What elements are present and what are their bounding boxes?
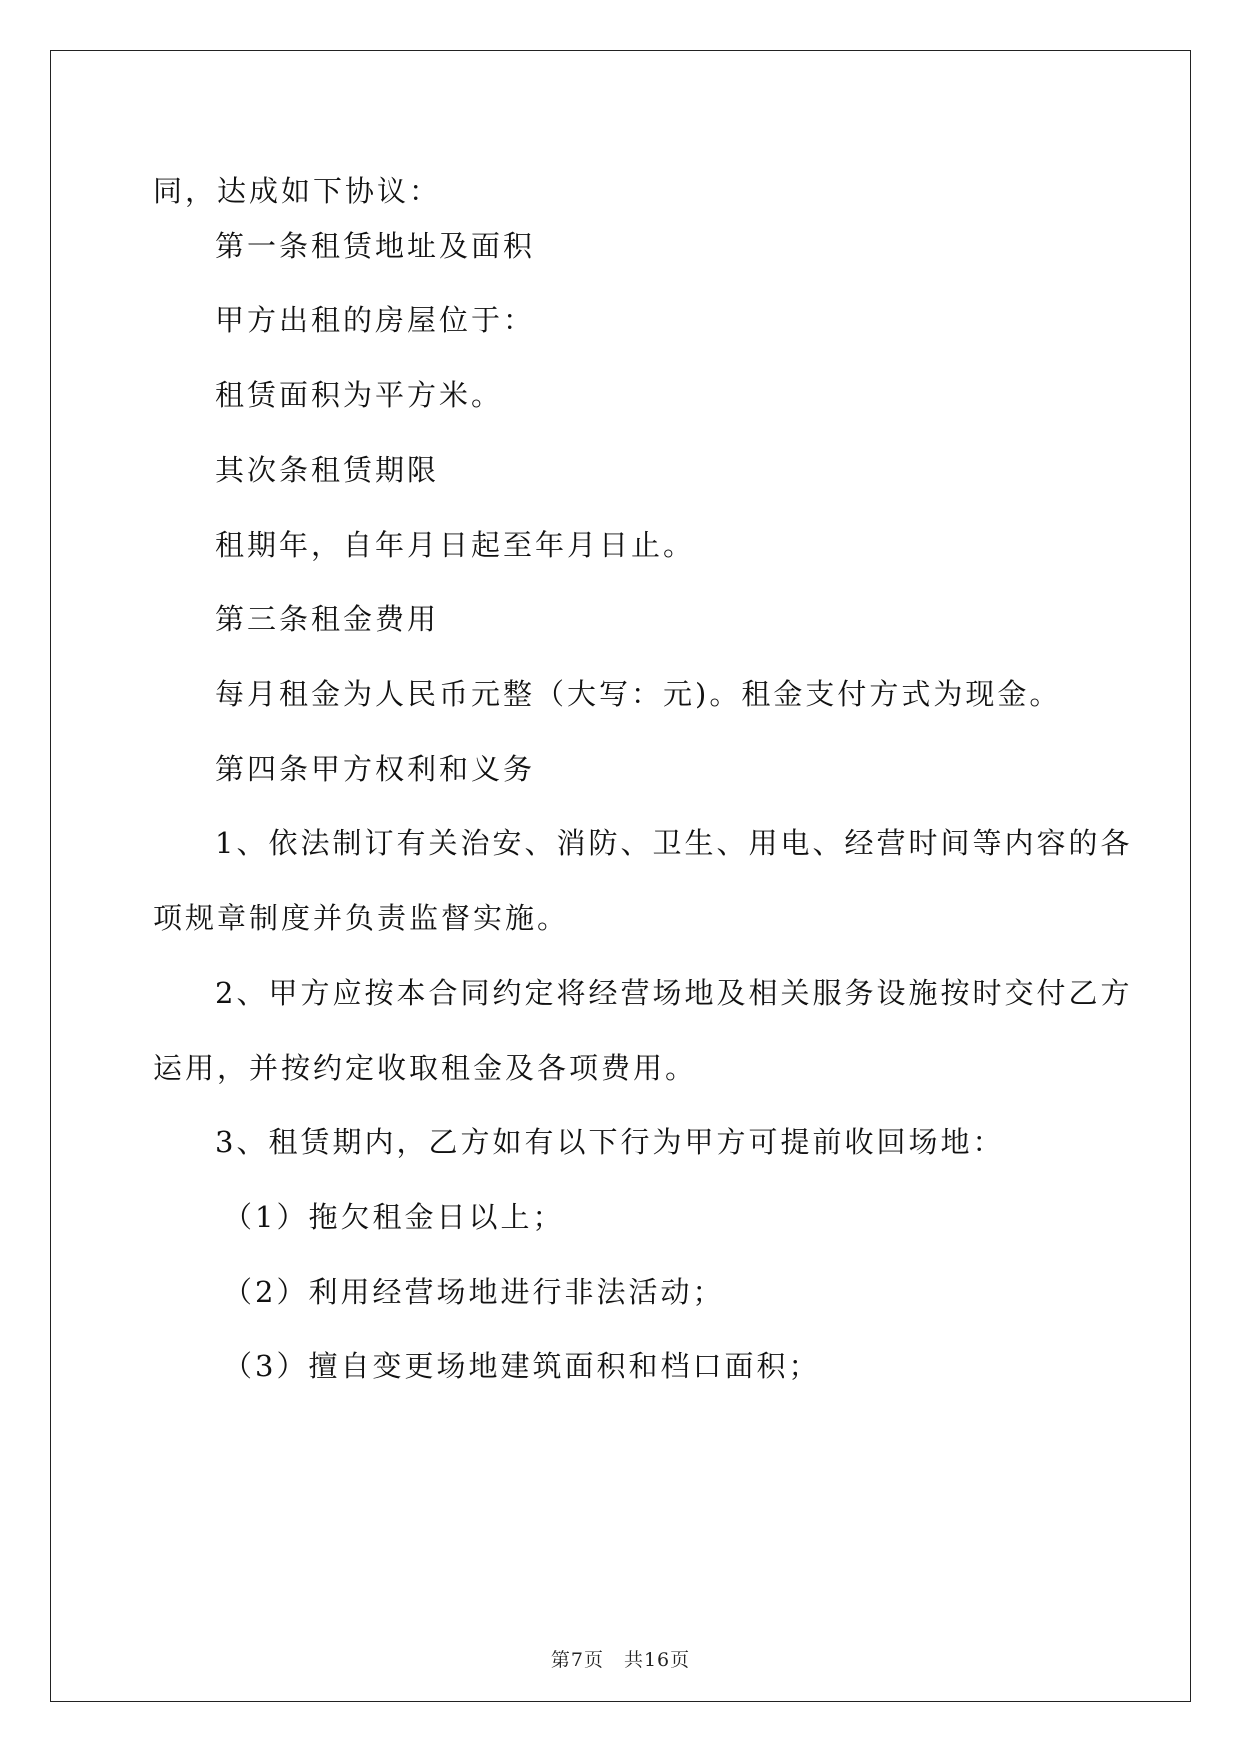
section-heading: 其次条租赁期限 (215, 453, 440, 487)
section-heading: 第三条租金费用 (215, 602, 440, 636)
list-item: （3）擅自变更场地建筑面积和档口面积； (223, 1349, 821, 1383)
paragraph-line: 每月租金为人民币元整（大写：元)。租金支付方式为现金。 (215, 677, 1062, 711)
paragraph-line: 同，达成如下协议： (153, 174, 442, 208)
section-heading: 第四条甲方权利和义务 (215, 752, 536, 786)
list-item: （1）拖欠租金日以上； (223, 1200, 565, 1234)
paragraph-line: 1、依法制订有关治安、消防、卫生、用电、经营时间等内容的各 (215, 826, 1133, 860)
page-border (50, 50, 1191, 1702)
paragraph-line: 甲方出租的房屋位于： (215, 303, 536, 337)
paragraph-line: 2、甲方应按本合同约定将经营场地及相关服务设施按时交付乙方 (215, 976, 1133, 1010)
section-heading: 第一条租赁地址及面积 (215, 229, 536, 263)
paragraph-line: 项规章制度并负责监督实施。 (153, 901, 570, 935)
page-number-footer: 第7页 共16页 (550, 1649, 691, 1671)
list-item: （2）利用经营场地进行非法活动； (223, 1275, 725, 1309)
paragraph-line: 租期年，自年月日起至年月日止。 (215, 528, 696, 562)
paragraph-line: 租赁面积为平方米。 (215, 378, 504, 412)
paragraph-line: 3、租赁期内，乙方如有以下行为甲方可提前收回场地： (215, 1125, 1005, 1159)
paragraph-line: 运用，并按约定收取租金及各项费用。 (153, 1051, 698, 1085)
